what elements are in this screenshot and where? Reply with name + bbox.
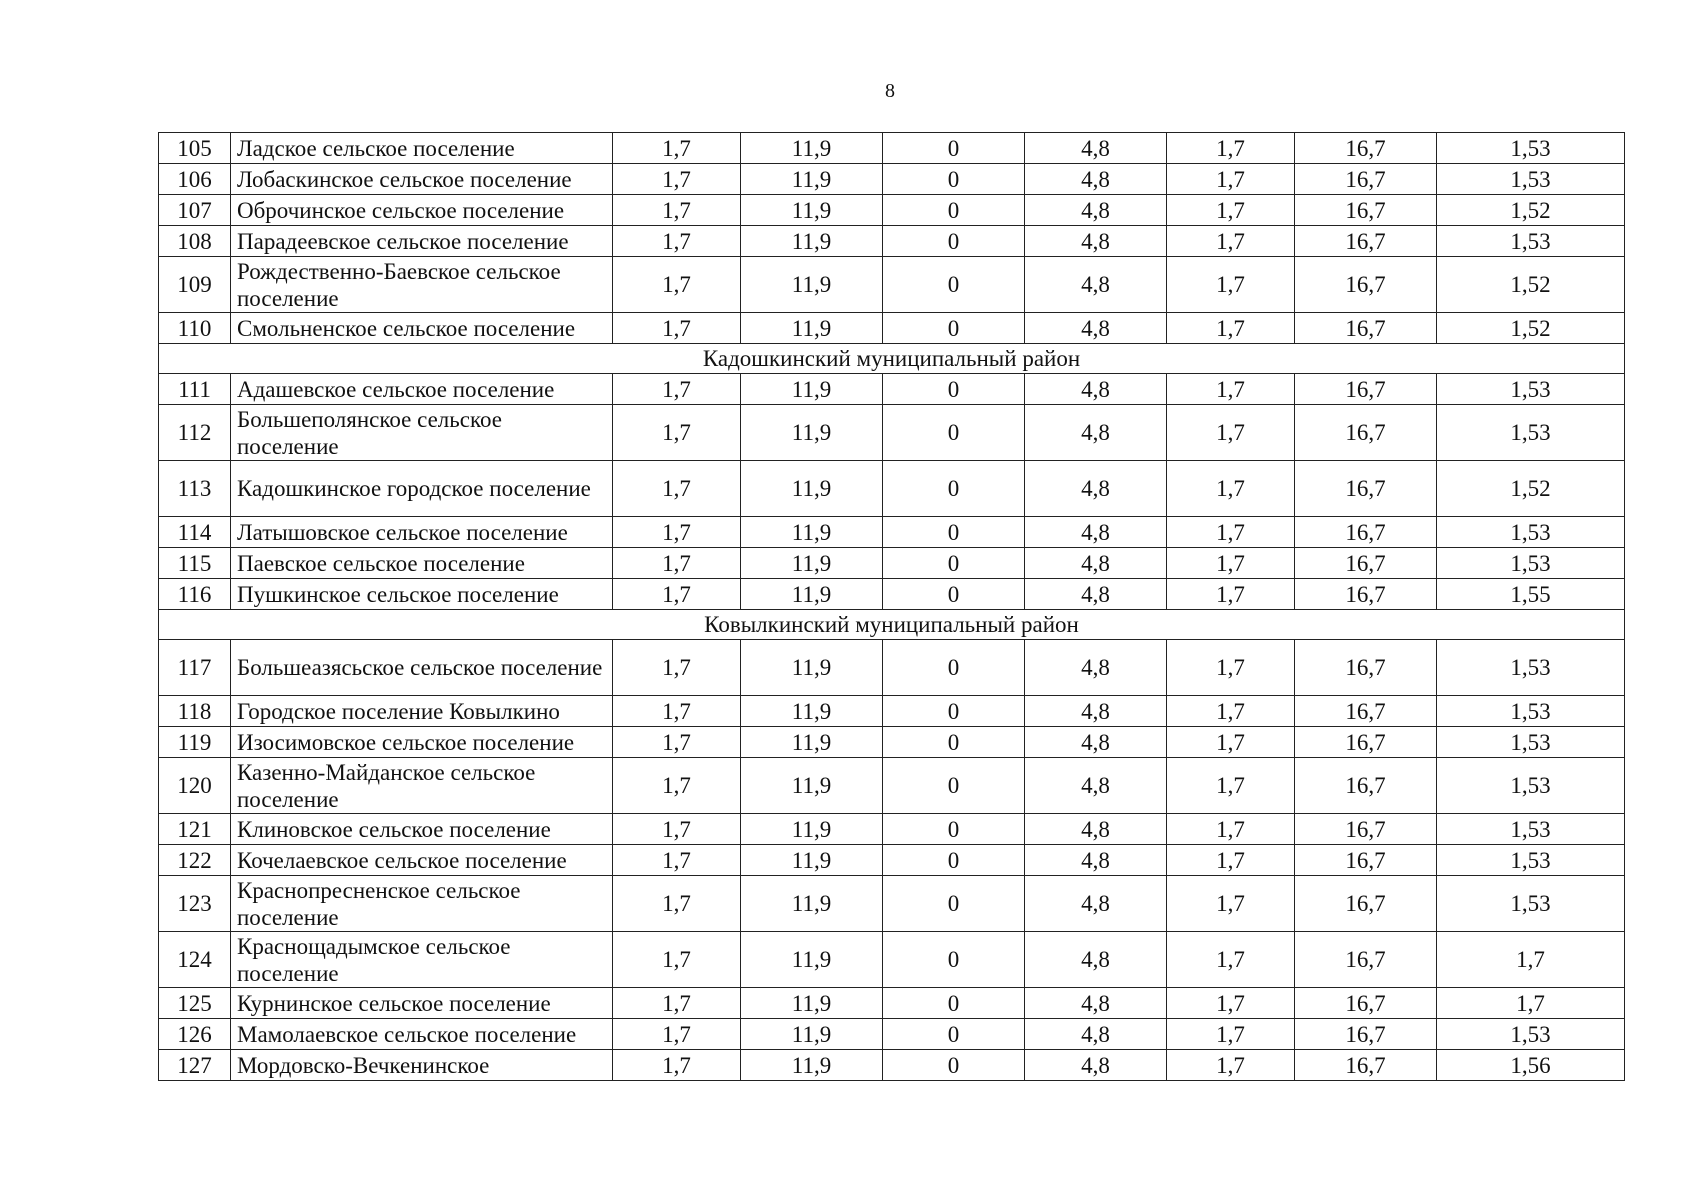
value-cell-2: 11,9 <box>741 195 883 226</box>
value-cell-3: 0 <box>883 133 1025 164</box>
value-cell-5: 1,7 <box>1167 548 1295 579</box>
value-cell-1: 1,7 <box>613 313 741 344</box>
table-row <box>159 932 1625 988</box>
value-cell-4: 4,8 <box>1025 517 1167 548</box>
value-cell-4: 4,8 <box>1025 988 1167 1019</box>
value-cell-3: 0 <box>883 814 1025 845</box>
value-cell-6: 16,7 <box>1295 517 1437 548</box>
section-title: Ковылкинский муниципальный район <box>159 610 1625 640</box>
value-cell-4: 4,8 <box>1025 461 1167 517</box>
table-row <box>159 758 1625 814</box>
value-cell-4: 4,8 <box>1025 696 1167 727</box>
value-cell-3: 0 <box>883 727 1025 758</box>
value-cell-1: 1,7 <box>613 988 741 1019</box>
table-row <box>159 164 1625 195</box>
value-cell-1: 1,7 <box>613 226 741 257</box>
value-cell-5: 1,7 <box>1167 758 1295 814</box>
value-cell-6: 16,7 <box>1295 133 1437 164</box>
value-cell-1: 1,7 <box>613 876 741 932</box>
value-cell-1: 1,7 <box>613 133 741 164</box>
value-cell-3: 0 <box>883 932 1025 988</box>
value-cell-3: 0 <box>883 374 1025 405</box>
row-number: 115 <box>159 548 231 579</box>
value-cell-7: 1,53 <box>1437 640 1625 696</box>
value-cell-6: 16,7 <box>1295 548 1437 579</box>
value-cell-2: 11,9 <box>741 845 883 876</box>
value-cell-1: 1,7 <box>613 374 741 405</box>
value-cell-1: 1,7 <box>613 727 741 758</box>
value-cell-3: 0 <box>883 164 1025 195</box>
value-cell-7: 1,53 <box>1437 405 1625 461</box>
value-cell-7: 1,7 <box>1437 988 1625 1019</box>
row-number: 121 <box>159 814 231 845</box>
value-cell-2: 11,9 <box>741 758 883 814</box>
value-cell-3: 0 <box>883 517 1025 548</box>
row-number: 112 <box>159 405 231 461</box>
row-number: 126 <box>159 1019 231 1050</box>
value-cell-7: 1,52 <box>1437 461 1625 517</box>
section-header-row <box>159 344 1625 374</box>
table-body <box>159 133 1625 1081</box>
value-cell-3: 0 <box>883 548 1025 579</box>
row-number: 108 <box>159 226 231 257</box>
settlement-name: Смольненское сельское поселение <box>231 313 613 344</box>
value-cell-2: 11,9 <box>741 640 883 696</box>
value-cell-3: 0 <box>883 579 1025 610</box>
row-number: 119 <box>159 727 231 758</box>
settlement-name: Лобаскинское сельское поселение <box>231 164 613 195</box>
value-cell-7: 1,56 <box>1437 1050 1625 1081</box>
value-cell-7: 1,53 <box>1437 758 1625 814</box>
table-row <box>159 1019 1625 1050</box>
settlement-name: Краснопресненское сельское поселение <box>231 876 613 932</box>
value-cell-1: 1,7 <box>613 1019 741 1050</box>
settlement-name: Мордовско-Вечкенинское <box>231 1050 613 1081</box>
value-cell-2: 11,9 <box>741 696 883 727</box>
value-cell-6: 16,7 <box>1295 226 1437 257</box>
value-cell-3: 0 <box>883 845 1025 876</box>
value-cell-2: 11,9 <box>741 548 883 579</box>
row-number: 116 <box>159 579 231 610</box>
table-row <box>159 517 1625 548</box>
value-cell-7: 1,53 <box>1437 548 1625 579</box>
row-number: 124 <box>159 932 231 988</box>
settlement-name: Кадошкинское городское поселение <box>231 461 613 517</box>
value-cell-1: 1,7 <box>613 257 741 313</box>
table-row <box>159 876 1625 932</box>
value-cell-1: 1,7 <box>613 696 741 727</box>
value-cell-4: 4,8 <box>1025 845 1167 876</box>
value-cell-3: 0 <box>883 640 1025 696</box>
value-cell-2: 11,9 <box>741 988 883 1019</box>
value-cell-6: 16,7 <box>1295 405 1437 461</box>
value-cell-3: 0 <box>883 876 1025 932</box>
table-row <box>159 845 1625 876</box>
value-cell-2: 11,9 <box>741 517 883 548</box>
row-number: 111 <box>159 374 231 405</box>
value-cell-6: 16,7 <box>1295 758 1437 814</box>
settlement-name: Клиновское сельское поселение <box>231 814 613 845</box>
table-row <box>159 988 1625 1019</box>
row-number: 113 <box>159 461 231 517</box>
value-cell-2: 11,9 <box>741 579 883 610</box>
value-cell-2: 11,9 <box>741 932 883 988</box>
row-number: 123 <box>159 876 231 932</box>
value-cell-5: 1,7 <box>1167 195 1295 226</box>
value-cell-4: 4,8 <box>1025 640 1167 696</box>
value-cell-6: 16,7 <box>1295 313 1437 344</box>
value-cell-2: 11,9 <box>741 461 883 517</box>
value-cell-7: 1,53 <box>1437 876 1625 932</box>
value-cell-1: 1,7 <box>613 640 741 696</box>
settlement-name: Кочелаевское сельское поселение <box>231 845 613 876</box>
value-cell-1: 1,7 <box>613 405 741 461</box>
table-row <box>159 579 1625 610</box>
value-cell-5: 1,7 <box>1167 164 1295 195</box>
value-cell-7: 1,52 <box>1437 257 1625 313</box>
settlement-name: Латышовское сельское поселение <box>231 517 613 548</box>
value-cell-5: 1,7 <box>1167 257 1295 313</box>
value-cell-5: 1,7 <box>1167 814 1295 845</box>
row-number: 106 <box>159 164 231 195</box>
value-cell-4: 4,8 <box>1025 876 1167 932</box>
value-cell-4: 4,8 <box>1025 226 1167 257</box>
value-cell-1: 1,7 <box>613 1050 741 1081</box>
value-cell-5: 1,7 <box>1167 988 1295 1019</box>
table-row <box>159 548 1625 579</box>
value-cell-1: 1,7 <box>613 814 741 845</box>
value-cell-2: 11,9 <box>741 313 883 344</box>
row-number: 105 <box>159 133 231 164</box>
value-cell-2: 11,9 <box>741 226 883 257</box>
value-cell-5: 1,7 <box>1167 405 1295 461</box>
table-row <box>159 257 1625 313</box>
value-cell-5: 1,7 <box>1167 696 1295 727</box>
value-cell-4: 4,8 <box>1025 195 1167 226</box>
value-cell-7: 1,53 <box>1437 133 1625 164</box>
table-row <box>159 133 1625 164</box>
value-cell-3: 0 <box>883 988 1025 1019</box>
value-cell-3: 0 <box>883 461 1025 517</box>
value-cell-5: 1,7 <box>1167 640 1295 696</box>
value-cell-4: 4,8 <box>1025 405 1167 461</box>
value-cell-6: 16,7 <box>1295 374 1437 405</box>
value-cell-4: 4,8 <box>1025 374 1167 405</box>
value-cell-5: 1,7 <box>1167 461 1295 517</box>
value-cell-1: 1,7 <box>613 845 741 876</box>
table-row <box>159 195 1625 226</box>
value-cell-2: 11,9 <box>741 257 883 313</box>
value-cell-3: 0 <box>883 405 1025 461</box>
value-cell-2: 11,9 <box>741 727 883 758</box>
section-header-row <box>159 610 1625 640</box>
value-cell-2: 11,9 <box>741 164 883 195</box>
settlement-name: Парадеевское сельское поселение <box>231 226 613 257</box>
value-cell-1: 1,7 <box>613 195 741 226</box>
settlement-name: Адашевское сельское поселение <box>231 374 613 405</box>
table-row <box>159 226 1625 257</box>
value-cell-1: 1,7 <box>613 461 741 517</box>
value-cell-4: 4,8 <box>1025 1050 1167 1081</box>
value-cell-4: 4,8 <box>1025 313 1167 344</box>
value-cell-7: 1,52 <box>1437 313 1625 344</box>
table-row <box>159 640 1625 696</box>
table-row <box>159 405 1625 461</box>
value-cell-6: 16,7 <box>1295 814 1437 845</box>
row-number: 107 <box>159 195 231 226</box>
value-cell-7: 1,53 <box>1437 164 1625 195</box>
value-cell-2: 11,9 <box>741 1019 883 1050</box>
value-cell-2: 11,9 <box>741 1050 883 1081</box>
table-row <box>159 313 1625 344</box>
settlement-name: Паевское сельское поселение <box>231 548 613 579</box>
settlement-name: Ладское сельское поселение <box>231 133 613 164</box>
value-cell-3: 0 <box>883 313 1025 344</box>
value-cell-7: 1,53 <box>1437 696 1625 727</box>
value-cell-3: 0 <box>883 1050 1025 1081</box>
row-number: 109 <box>159 257 231 313</box>
value-cell-7: 1,52 <box>1437 195 1625 226</box>
value-cell-1: 1,7 <box>613 579 741 610</box>
value-cell-2: 11,9 <box>741 374 883 405</box>
value-cell-6: 16,7 <box>1295 640 1437 696</box>
settlement-name: Оброчинское сельское поселение <box>231 195 613 226</box>
row-number: 117 <box>159 640 231 696</box>
value-cell-7: 1,53 <box>1437 374 1625 405</box>
value-cell-7: 1,53 <box>1437 1019 1625 1050</box>
value-cell-7: 1,53 <box>1437 727 1625 758</box>
value-cell-5: 1,7 <box>1167 313 1295 344</box>
value-cell-1: 1,7 <box>613 758 741 814</box>
value-cell-1: 1,7 <box>613 932 741 988</box>
settlement-name: Большеазясьское сельское поселение <box>231 640 613 696</box>
value-cell-4: 4,8 <box>1025 932 1167 988</box>
value-cell-7: 1,53 <box>1437 814 1625 845</box>
table-row <box>159 696 1625 727</box>
value-cell-5: 1,7 <box>1167 727 1295 758</box>
value-cell-4: 4,8 <box>1025 548 1167 579</box>
value-cell-7: 1,53 <box>1437 845 1625 876</box>
value-cell-3: 0 <box>883 257 1025 313</box>
table-row <box>159 814 1625 845</box>
value-cell-5: 1,7 <box>1167 226 1295 257</box>
table-row <box>159 461 1625 517</box>
value-cell-6: 16,7 <box>1295 1050 1437 1081</box>
value-cell-3: 0 <box>883 226 1025 257</box>
value-cell-5: 1,7 <box>1167 1050 1295 1081</box>
value-cell-6: 16,7 <box>1295 195 1437 226</box>
value-cell-4: 4,8 <box>1025 133 1167 164</box>
value-cell-5: 1,7 <box>1167 133 1295 164</box>
value-cell-6: 16,7 <box>1295 727 1437 758</box>
value-cell-3: 0 <box>883 1019 1025 1050</box>
value-cell-4: 4,8 <box>1025 164 1167 195</box>
value-cell-1: 1,7 <box>613 164 741 195</box>
value-cell-3: 0 <box>883 696 1025 727</box>
value-cell-7: 1,53 <box>1437 226 1625 257</box>
value-cell-6: 16,7 <box>1295 579 1437 610</box>
value-cell-6: 16,7 <box>1295 696 1437 727</box>
settlement-name: Мамолаевское сельское поселение <box>231 1019 613 1050</box>
value-cell-6: 16,7 <box>1295 461 1437 517</box>
settlement-name: Городское поселение Ковылкино <box>231 696 613 727</box>
value-cell-6: 16,7 <box>1295 257 1437 313</box>
value-cell-3: 0 <box>883 195 1025 226</box>
value-cell-6: 16,7 <box>1295 164 1437 195</box>
row-number: 125 <box>159 988 231 1019</box>
value-cell-4: 4,8 <box>1025 814 1167 845</box>
value-cell-7: 1,55 <box>1437 579 1625 610</box>
value-cell-6: 16,7 <box>1295 988 1437 1019</box>
value-cell-2: 11,9 <box>741 405 883 461</box>
row-number: 114 <box>159 517 231 548</box>
settlement-name: Рождественно-Баевское сельское поселение <box>231 257 613 313</box>
settlement-name: Большеполянское сельское поселение <box>231 405 613 461</box>
value-cell-4: 4,8 <box>1025 758 1167 814</box>
value-cell-6: 16,7 <box>1295 845 1437 876</box>
page-number: 8 <box>885 80 895 102</box>
row-number: 122 <box>159 845 231 876</box>
value-cell-5: 1,7 <box>1167 876 1295 932</box>
settlement-name: Пушкинское сельское поселение <box>231 579 613 610</box>
value-cell-7: 1,7 <box>1437 932 1625 988</box>
row-number: 120 <box>159 758 231 814</box>
value-cell-5: 1,7 <box>1167 579 1295 610</box>
value-cell-2: 11,9 <box>741 133 883 164</box>
value-cell-2: 11,9 <box>741 814 883 845</box>
value-cell-4: 4,8 <box>1025 727 1167 758</box>
section-title: Кадошкинский муниципальный район <box>159 344 1625 374</box>
value-cell-2: 11,9 <box>741 876 883 932</box>
value-cell-6: 16,7 <box>1295 1019 1437 1050</box>
settlement-name: Краснощадымское сельское поселение <box>231 932 613 988</box>
row-number: 118 <box>159 696 231 727</box>
value-cell-5: 1,7 <box>1167 374 1295 405</box>
value-cell-5: 1,7 <box>1167 845 1295 876</box>
value-cell-3: 0 <box>883 758 1025 814</box>
value-cell-1: 1,7 <box>613 517 741 548</box>
table-row <box>159 374 1625 405</box>
value-cell-6: 16,7 <box>1295 932 1437 988</box>
settlement-name: Изосимовское сельское поселение <box>231 727 613 758</box>
value-cell-1: 1,7 <box>613 548 741 579</box>
table-row <box>159 727 1625 758</box>
value-cell-5: 1,7 <box>1167 1019 1295 1050</box>
value-cell-4: 4,8 <box>1025 1019 1167 1050</box>
row-number: 127 <box>159 1050 231 1081</box>
value-cell-4: 4,8 <box>1025 257 1167 313</box>
value-cell-7: 1,53 <box>1437 517 1625 548</box>
value-cell-6: 16,7 <box>1295 876 1437 932</box>
settlements-table <box>158 132 1625 1081</box>
value-cell-5: 1,7 <box>1167 932 1295 988</box>
row-number: 110 <box>159 313 231 344</box>
settlement-name: Курнинское сельское поселение <box>231 988 613 1019</box>
value-cell-4: 4,8 <box>1025 579 1167 610</box>
value-cell-5: 1,7 <box>1167 517 1295 548</box>
settlement-name: Казенно-Майданское сельское поселение <box>231 758 613 814</box>
table-row <box>159 1050 1625 1081</box>
